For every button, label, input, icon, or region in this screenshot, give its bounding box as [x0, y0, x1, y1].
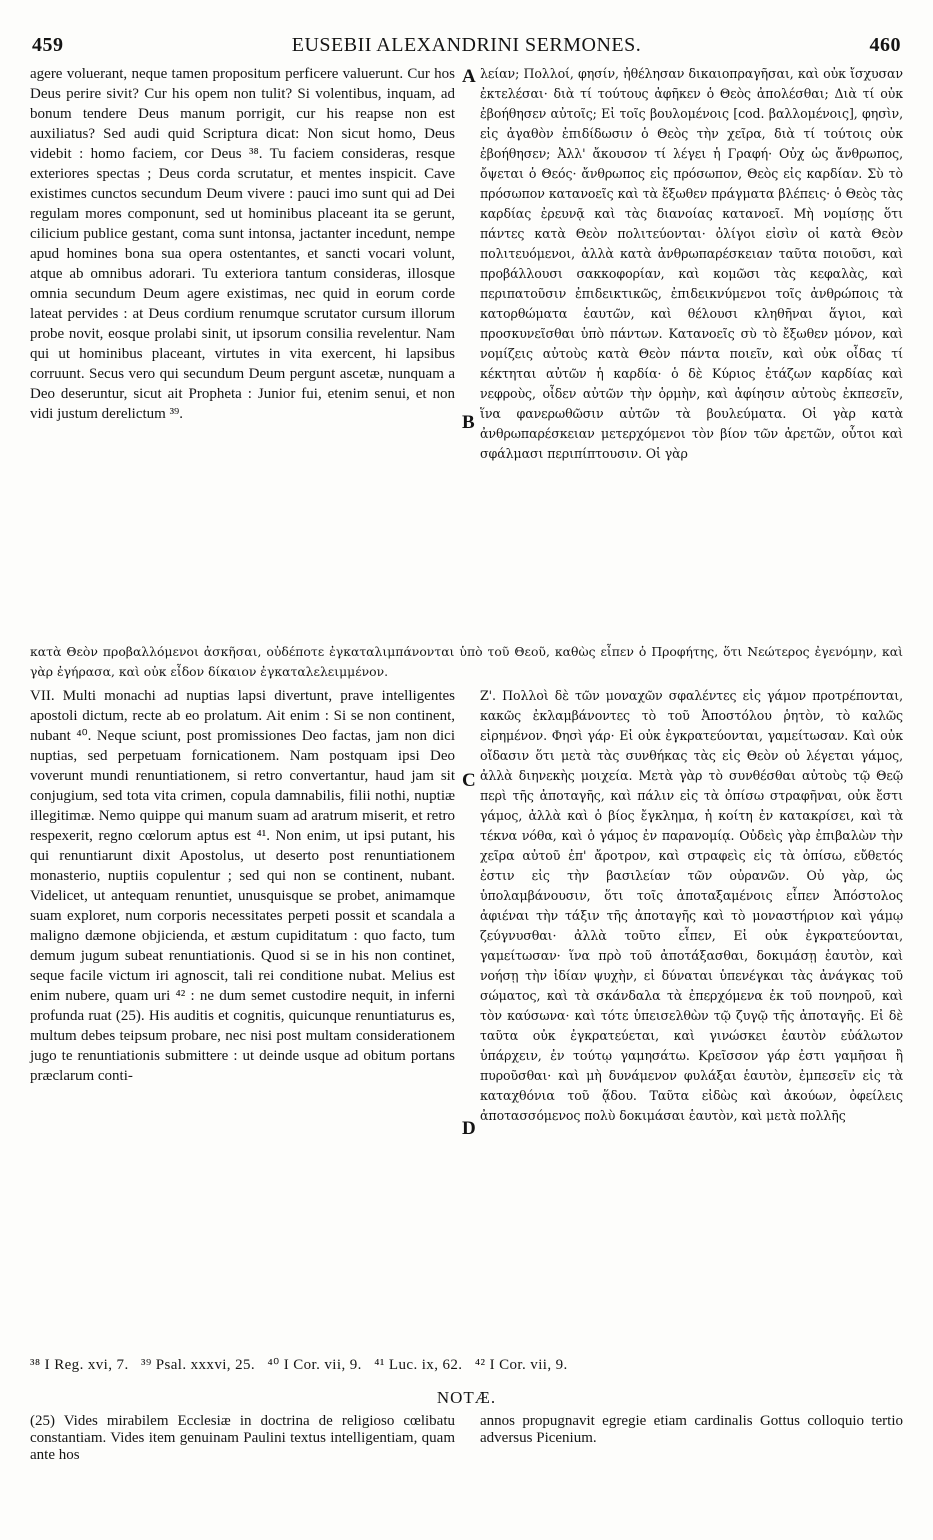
page-number-left: 459	[32, 34, 64, 56]
latin-paragraph-1: agere voluerant, neque tamen propositum perficere valuerunt. Cur hos Deus perire sivit? Cur his opem non tulit? Si volentibus, inquam, ad bonum tendere Deus manum porrigit, cur his reapse non est auxiliatus? Sed audi quid Scriptura dicat: Non sicut homo, Deus videbit : homo faciem, cor Deus ³⁸. Tu faciem consideras, resque exteriores spectas ; Deus corda scrutatur, et mentes inspicit. Cave existimes cunctos secundum Deum vivere : pauci imo sunt qui ad Dei regulam mores componunt, sed ut hominibus placeant ita se gerunt, cilicium publice gestant, coma sunt intonsa, jactanter incedunt, nempe apud homines bona sua opera ostentantes, et sancti vocari volunt, atque ab omnibus adorari. Tu exteriora tantum consideras, illosque omnia secundum Deum agere existimas, nec quid in eorum corde lateat pervides : at Deus cordium renumque scrutator cursum illorum probe novit, eosque prolabi sinit, ut ipsorum consilia revelentur. Nam qui ut hominibus placeant, virtutes in vita exercent, hi lapsibus corruunt. Secus vero qui secundum Deum pergunt ascetæ, nunquam a Deo deseruntur, sicut ait Propheta : Junior fui, etenim senui, et non vidi justum derelictum ³⁹.	[30, 66, 455, 422]
greek-column-upper	[480, 64, 903, 464]
note-right-text: annos propugnavit egregie etiam cardinalis Gottus colloquio tertio adversus Picenium.	[480, 1413, 903, 1446]
section-marker-c: C	[462, 770, 476, 791]
greek-span-paragraph: κατὰ Θεὸν προβαλλόμενοι ἀσκῆσαι, οὐδέποτε ἐγκαταλιμπάνονται ὑπὸ τοῦ Θεοῦ, καθὼς εἶπεν ὁ Προφήτης, ὅτι Νεώτερος ἐγενόμην, καὶ γὰρ ἐγήρασα, καὶ οὐκ εἶδον δίκαιον ἐγκαταλελειμμένον.	[30, 644, 903, 679]
section-marker-b: B	[462, 412, 475, 433]
greek-spanning-lines	[30, 642, 903, 682]
note-right	[480, 1413, 903, 1447]
greek-paragraph-2: Ζ'. Πολλοὶ δὲ τῶν μοναχῶν σφαλέντες εἰς γάμον προτρέπονται, κακῶς ἐκλαμβάνοντες τὸ τοῦ Ἀποστόλου ῥητὸν, τὸ καλῶς εἰρημένον. Φησὶ γάρ· Εἰ οὐκ ἐγκρατεύονται, γαμείτωσαν. Καὶ οὐκ οἴδασιν ὅτι μετὰ τὰς συνθήκας τὰς εἰς Θεὸν οὐ λέγεται γάμος, ἀλλὰ διηνεκὴς μοιχεία. Μετὰ γὰρ τὸ συνθέσθαι αὐτοὺς τῷ Θεῷ περὶ τῆς ἀποταγῆς, καὶ πάλιν εἰς τὰ ὀπίσω στραφῆναι, οὐκ ἔστι γάμος, ἀλλὰ καὶ ὁ βίος ἔγκλημα, ἡ κοίτη ἐν κατακρίσει, καὶ τὰ τέκνα νόθα, καὶ ὁ γάμος ἐν παρανομίᾳ. Οὐδεὶς γὰρ ἐπιβαλὼν τὴν χεῖρα αὐτοῦ ἐπ' ἄροτρον, καὶ στραφεὶς εἰς τὰ ὀπίσω, εὔθετός ἐστιν εἰς τὴν βασιλείαν τῶν οὐρανῶν. Οὐ γὰρ, ὡς ὑπολαμβάνουσιν, ὅτι τοῖς ἀποταξαμένοις εἶπεν Ἀπόστολος ἀφιέναι τὴν τάξιν τῆς ἀποταγῆς καὶ τὸ μοναστήριον καὶ γάμῳ ζεύγνυσθαι· ἀλλὰ τοῦτο εἶπεν, Εἰ οὐκ ἐγκρατεύονται, γαμείτωσαν· ἵνα πρὸ τοῦ ἀποτάξασθαι, δοκιμάσῃ ἑαυτὸν, καὶ νοήσῃ τὴν ἰδίαν ψυχὴν, εἰ δύναται ὑπενέγκαι τὰς ἀνάγκας τοῦ σώματος, καὶ τὰ σκάνδαλα τὰ ἐπερχόμενα ἐκ τοῦ πονηροῦ, καὶ τὸν καύσωνα· καὶ τότε ὑπεισελθὼν τῷ ζυγῷ τῆς ἀποταγῆς. Εἰ δὲ ταῦτα οὐκ ἐγκρατεύεται, καὶ γινώσκει ἑαυτὸν εὐάλωτον ὑπάρχειν, ἐν τούτῳ γαμησάτω. Κρεῖσσον γάρ ἐστι γαμῆσαι ἢ πυροῦσθαι· καὶ μὴ δυνάμενον φυλάξαι ἑαυτὸν, ἐμπεσεῖν εἰς τὰ καταχθόνια τοῦ ᾅδου. Ταῦτα εἰδὼς καὶ ἀκούων, ὀφείλεις ἀποτασσόμενος πολὺ δοκιμάσαι ἑαυτὸν, καὶ μετὰ πολλῆς	[480, 688, 903, 1123]
running-title: EUSEBII ALEXANDRINI SERMONES.	[291, 34, 642, 56]
greek-column-lower	[480, 686, 903, 1126]
greek-paragraph-1: λείαν; Πολλοί, φησίν, ἠθέλησαν δικαιοπραγῆσαι, καὶ οὐκ ἴσχυσαν ἐκτελέσαι· διὰ τί τούτους ἀφῆκεν ὁ Θεὸς ἀπολέσθαι; Διὰ τί οὐκ ἐβοήθησεν αὐτοῖς; Εἰ τοῖς βουλομένοις [cod. βαλλομένοις], φησὶν, εἰς ἀγαθὸν ἐπιδίδωσιν ὁ Θεὸς τὴν χεῖρα, διὰ τί τούτοις οὐκ ἐβοήθησεν; Ἀλλ' ἄκουσον τί λέγει ἡ Γραφή· Οὐχ ὡς ἄνθρωπος, ὄψεται ὁ Θεός· ἄνθρωπος εἰς πρόσωπον, Θεὸς εἰς καρδίαν. Σὺ τὸ πρόσωπον κατανοεῖς καὶ τὰ ἔξωθεν πράγματα βλέπεις· ὁ Θεὸς τὰς καρδίας ἐρευνᾷ καὶ τὰς διανοίας κατανοεῖ. Μὴ νομίσῃς ὅτι πάντες κατὰ Θεὸν πολιτεύονται· ὀλίγοι εἰσὶν οἱ κατὰ Θεὸν πολιτευόμενοι, ἀλλὰ κατὰ ἀνθρωπαρέσκειαν ταῦτα ποιοῦσι, καὶ προβάλλουσι σακκοφορίαν, καὶ κομῶσι τὰς κεφαλὰς, καὶ περιπατοῦσιν ἐπιδεικτικῶς, ἐπιδεικνύμενοι τοῖς ἀνθρώποις τὰ κατορθώματα ἑαυτῶν, καὶ θέλουσι κληθῆναι ἅγιοι, καὶ προσκυνεῖσθαι ὑπὸ πάντων. Κατανοεῖς σὺ τὸ ἔξωθεν μόνον, καὶ νομίζεις αὐτοὺς κατὰ Θεὸν πάντα ποιεῖν, καὶ οὐκ οἶδας τί κέκτηται αὐτῶν ἡ καρδία· ὁ δὲ Κύριος ἐτάζων καρδίας καὶ νεφροὺς, οἶδεν αὐτῶν τὴν ὁρμὴν, καὶ ἀφίησιν αὐτοὺς ἐκπεσεῖν, ἵνα φανερωθῶσιν αὐτῶν τὰ βουλεύματα. Οἱ γὰρ κατὰ ἀνθρωπαρέσκειαν μετερχόμενοι τὸν βίον τῶν ἀρετῶν, οὗτοι καὶ σφάλμασι περιπίπτουσιν. Οἱ γὰρ	[480, 66, 903, 461]
page-number-right: 460	[869, 34, 901, 56]
page-header	[28, 34, 905, 64]
note-left-text: (25) Vides mirabilem Ecclesiæ in doctrina de religioso cœlibatu constantiam. Vides item genuinam Paulini textus intelligentiam, quam ante hos	[30, 1413, 455, 1463]
section-marker-d: D	[462, 1118, 476, 1139]
section-marker-a: A	[462, 66, 476, 87]
latin-column-lower	[30, 686, 455, 1086]
footnote-references: ³⁸ I Reg. xvi, 7. ³⁹ Psal. xxxvi, 25. ⁴⁰ I Cor. vii, 9. ⁴¹ Luc. ix, 62. ⁴² I Cor. vii, 9.	[30, 1357, 568, 1373]
latin-paragraph-2: VII. Multi monachi ad nuptias lapsi divertunt, prave intelligentes apostoli dictum, recte ab eo prolatum. Ait enim : Si se non continent, nubant ⁴⁰. Neque sciunt, post promissiones Deo factas, jam non dici nuptias, sed perpetuam fornicationem. Nam postquam ipsi Deo voverunt mundi renuntiationem, si retro convertantur, haud jam sit conjugium, sed tota vita crimen, copula damnabilis, filii nothi, nuptiæ illegitimæ. Nemo quippe qui manum suam ad aratrum miserit, et retro respexerit, regno cœlorum aptus est ⁴¹. Non enim, ut ipsi putant, his qui renuntiarunt dixit Apostolus, ut deserto post renuntiationem monasterio, nuptiis copulentur ; sed qui non se continent, nubant. Videlicet, ut antequam renuntiet, unusquisque se probet, animamque suam exploret, num corporis necessitates perpeti possit et scandala a maligno dæmone objicienda, et æstum cupiditatum : quo facto, tum demum jugum subeat renuntiationis. Quod si se in his non continet, seque facile victum iri agnoscit, tali rei conditione nubat. Melius est enim nubere, quam uri ⁴² : ne dum semet custodire nequit, in inferni profunda ruat (25). His auditis et cognitis, quicunque renuntiaturus es, multum debes teipsum probare, nec nisi post multam considerationem jugo te renuntiationis submittere : ut deinde usque ad obitum portans præclarum conti-	[30, 688, 455, 1084]
note-left	[30, 1413, 455, 1464]
latin-column-upper	[30, 64, 455, 424]
notes-title: NOTÆ.	[436, 1388, 497, 1407]
